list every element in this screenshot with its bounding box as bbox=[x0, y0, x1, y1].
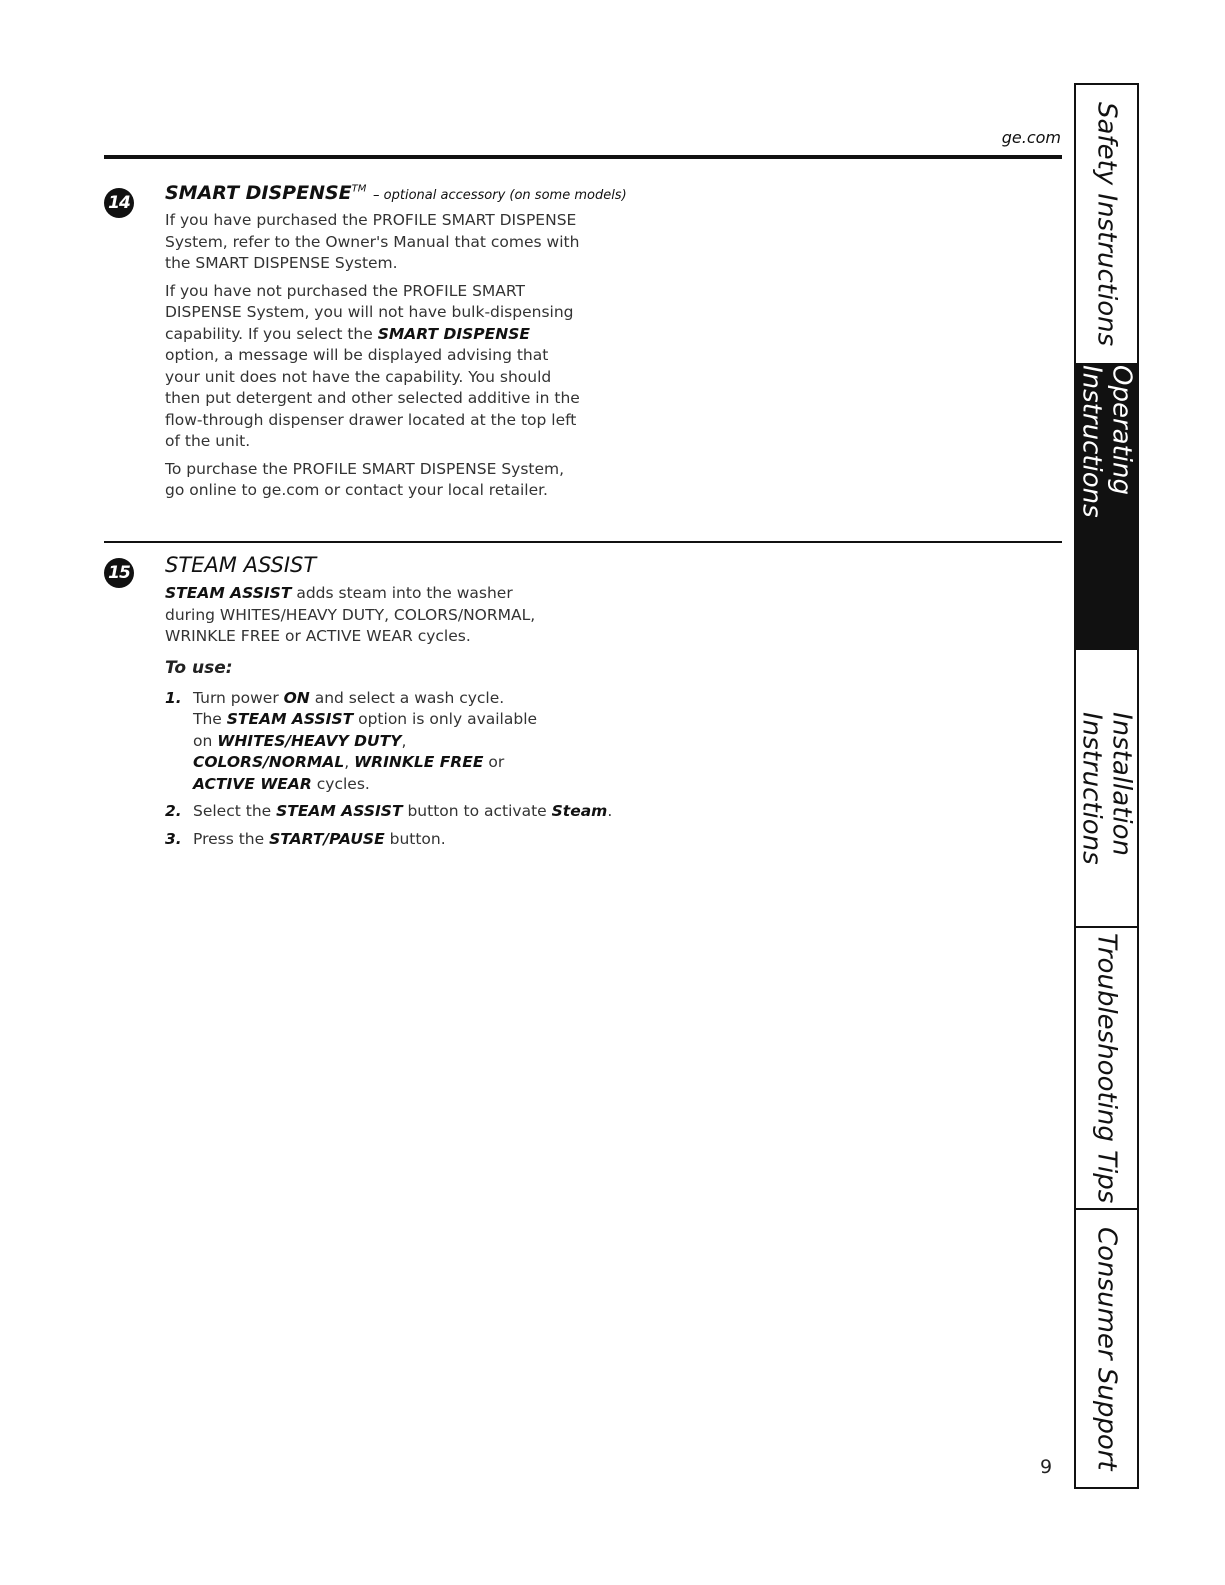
section-title: SMART DISPENSE™ – optional accessory (on some models) bbox=[165, 182, 627, 204]
tab-operating-instructions[interactable] bbox=[1076, 365, 1137, 650]
section-smart-dispense bbox=[165, 182, 725, 508]
paragraph: To purchase the PROFILE SMART DISPENSE System, go online to ge.com or contact your local retailer. bbox=[165, 459, 565, 499]
tab-troubleshooting-tips[interactable] bbox=[1076, 928, 1137, 1210]
paragraph: STEAM ASSIST adds steam into the washer during WHITES/HEAVY DUTY, COLORS/NORMAL, WRINKLE FREE or ACTIVE WEAR cycles. bbox=[165, 584, 536, 645]
step-item: 2. Select the STEAM ASSIST button to activate Steam. bbox=[165, 802, 613, 820]
tab-safety-instructions[interactable] bbox=[1076, 85, 1137, 365]
section-number-badge-15: 15 bbox=[104, 558, 134, 588]
subheading: To use: bbox=[165, 657, 233, 678]
step-item: 3. Press the START/PAUSE button. bbox=[165, 829, 446, 848]
tab-label: Installation Instructions bbox=[1076, 711, 1137, 865]
tab-label: Safety Instructions bbox=[1091, 101, 1122, 347]
page-number: 9 bbox=[1040, 1456, 1053, 1478]
top-rule bbox=[104, 155, 1062, 159]
tab-label: Troubleshooting Tips bbox=[1091, 932, 1122, 1204]
section-number-badge-14: 14 bbox=[104, 188, 134, 218]
paragraph: If you have not purchased the PROFILE SMART DISPENSE System, you will not have bulk-dispensing capability. If you select the SMART DISPENSE option, a message will be displayed advising that your unit does not have the capability. You should then put detergent and other selected additive in the flow-through dispenser drawer located at the top left of the unit. bbox=[165, 281, 580, 450]
site-link: ge.com bbox=[1001, 128, 1061, 147]
tab-installation-instructions[interactable] bbox=[1076, 650, 1137, 928]
section-tabs bbox=[1074, 83, 1139, 1489]
section-title: STEAM ASSIST bbox=[165, 553, 317, 577]
section-divider bbox=[104, 541, 1062, 543]
tab-consumer-support[interactable] bbox=[1076, 1210, 1137, 1487]
section-steam-assist bbox=[165, 553, 725, 856]
paragraph: If you have purchased the PROFILE SMART DISPENSE System, refer to the Owner's Manual that comes with the SMART DISPENSE System. bbox=[165, 211, 580, 272]
tab-label: Consumer Support bbox=[1091, 1226, 1122, 1471]
tab-label: Operating Instructions bbox=[1076, 365, 1137, 518]
step-item: 1. Turn power ON and select a wash cycle. The STEAM ASSIST option is only available on WHITES/HEAVY DUTY, COLORS/NORMAL, WRINKLE FREE or ACTIVE WEAR cycles. bbox=[165, 688, 538, 793]
